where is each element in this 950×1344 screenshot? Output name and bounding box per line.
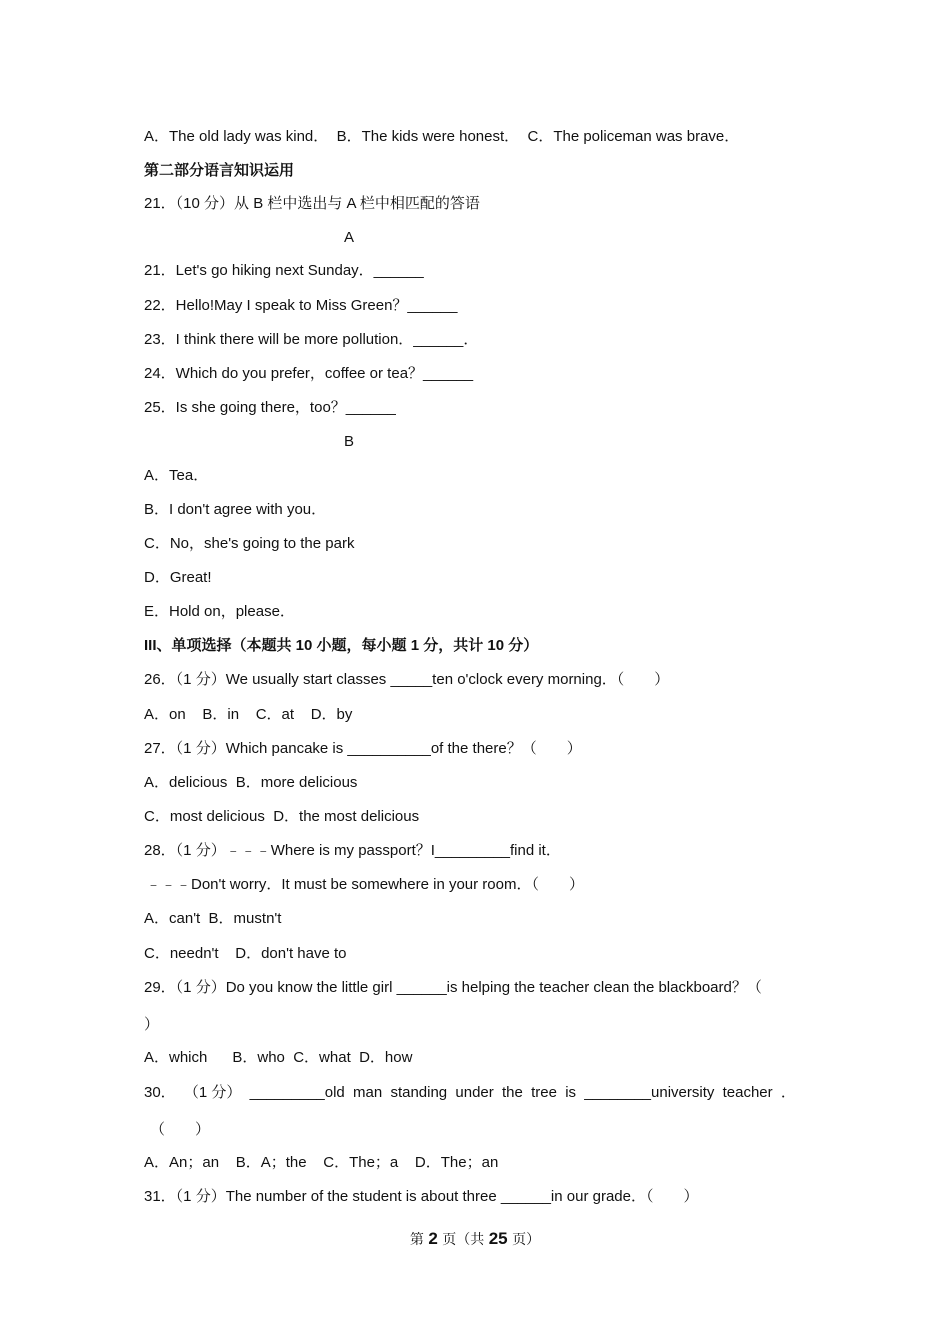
q28-options-row2: C．needn't D．don't have to bbox=[144, 945, 347, 962]
q30-word: ________university bbox=[584, 1084, 715, 1101]
q30-word: is bbox=[565, 1084, 577, 1101]
q30-word: under bbox=[455, 1084, 494, 1101]
q30-word: standing bbox=[390, 1084, 448, 1101]
q31-stem: 31．（1 分）The number of the student is about three ______in our grade．（ ） bbox=[144, 1188, 699, 1205]
q30-word: （1 分） bbox=[183, 1084, 242, 1101]
column-a-item-21: 21．Let's go hiking next Sunday．______ bbox=[144, 262, 424, 279]
q27-options-row2: C．most delicious D．the most delicious bbox=[144, 808, 420, 825]
q29-stem-continued: ） bbox=[144, 1016, 160, 1033]
q28-stem: 28．（1 分）﹣﹣﹣Where is my passport？I_________find it． bbox=[144, 842, 561, 859]
q30-word: ． bbox=[780, 1084, 796, 1101]
q30-word: man bbox=[353, 1084, 383, 1101]
column-a-item-22: 22．Hello!May I speak to Miss Green？______ bbox=[144, 297, 458, 314]
current-page-number: 2 bbox=[428, 1229, 438, 1248]
column-a-item-25: 25．Is she going there，too？______ bbox=[144, 399, 396, 416]
q26-stem: 26．（1 分）We usually start classes _____ten o'clock every morning．（ ） bbox=[144, 671, 670, 688]
q29-stem: 29．（1 分）Do you know the little girl ______is helping the teacher clean the blackboard？（ bbox=[144, 979, 762, 996]
q27-options-row1: A．delicious B．more delicious bbox=[144, 774, 358, 791]
q30-stem bbox=[144, 1083, 796, 1103]
q30-word: the bbox=[502, 1084, 523, 1101]
q27-stem: 27．（1 分）Which pancake is __________of the there？（ ） bbox=[144, 740, 582, 757]
column-b-option-a: A．Tea． bbox=[144, 467, 209, 484]
section-heading-part2: 第二部分语言知识运用 bbox=[144, 162, 295, 179]
footer-prefix: 第 bbox=[409, 1232, 429, 1248]
q30-word: tree bbox=[531, 1084, 557, 1101]
column-b-option-e: E．Hold on，please． bbox=[144, 603, 295, 620]
q28-options-row1: A．can't B．mustn't bbox=[144, 910, 282, 927]
q30-word: 30． bbox=[144, 1084, 176, 1101]
q30-options: A．An；an B．A；the C．The；a D．The；an bbox=[144, 1154, 499, 1171]
q30-stem-continued: （ ） bbox=[150, 1121, 211, 1138]
column-a-item-23: 23．I think there will be more pollution．______． bbox=[144, 331, 479, 348]
footer-suffix: 页） bbox=[507, 1232, 541, 1248]
column-a-heading: A bbox=[344, 229, 355, 246]
column-b-heading: B bbox=[344, 433, 355, 450]
column-a-item-24: 24．Which do you prefer，coffee or tea？______ bbox=[144, 365, 474, 382]
column-b-option-d: D．Great! bbox=[144, 569, 212, 586]
q29-options: A．which B．who C．what D．how bbox=[144, 1049, 413, 1066]
q20-options: A．The old lady was kind． B．The kids were honest． C．The policeman was brave． bbox=[144, 128, 740, 145]
column-b-option-b: B．I don't agree with you． bbox=[144, 501, 327, 518]
q26-options: A．on B．in C．at D．by bbox=[144, 706, 353, 723]
footer-middle: 页（共 bbox=[437, 1232, 489, 1248]
total-page-count: 25 bbox=[488, 1229, 508, 1248]
page-footer bbox=[0, 1229, 950, 1249]
column-b-option-c: C．No，she's going to the park bbox=[144, 535, 355, 552]
section-heading-single-choice: III、单项选择（本题共 10 小题，每小题 1 分，共计 10 分） bbox=[144, 637, 539, 654]
q21-instruction: 21．（10 分）从 B 栏中选出与 A 栏中相匹配的答语 bbox=[144, 195, 480, 212]
q30-word: _________old bbox=[249, 1084, 345, 1101]
q30-word: teacher bbox=[722, 1084, 773, 1101]
q28-reply: ﹣﹣﹣Don't worry．It must be somewhere in your room．（ ） bbox=[146, 876, 584, 893]
